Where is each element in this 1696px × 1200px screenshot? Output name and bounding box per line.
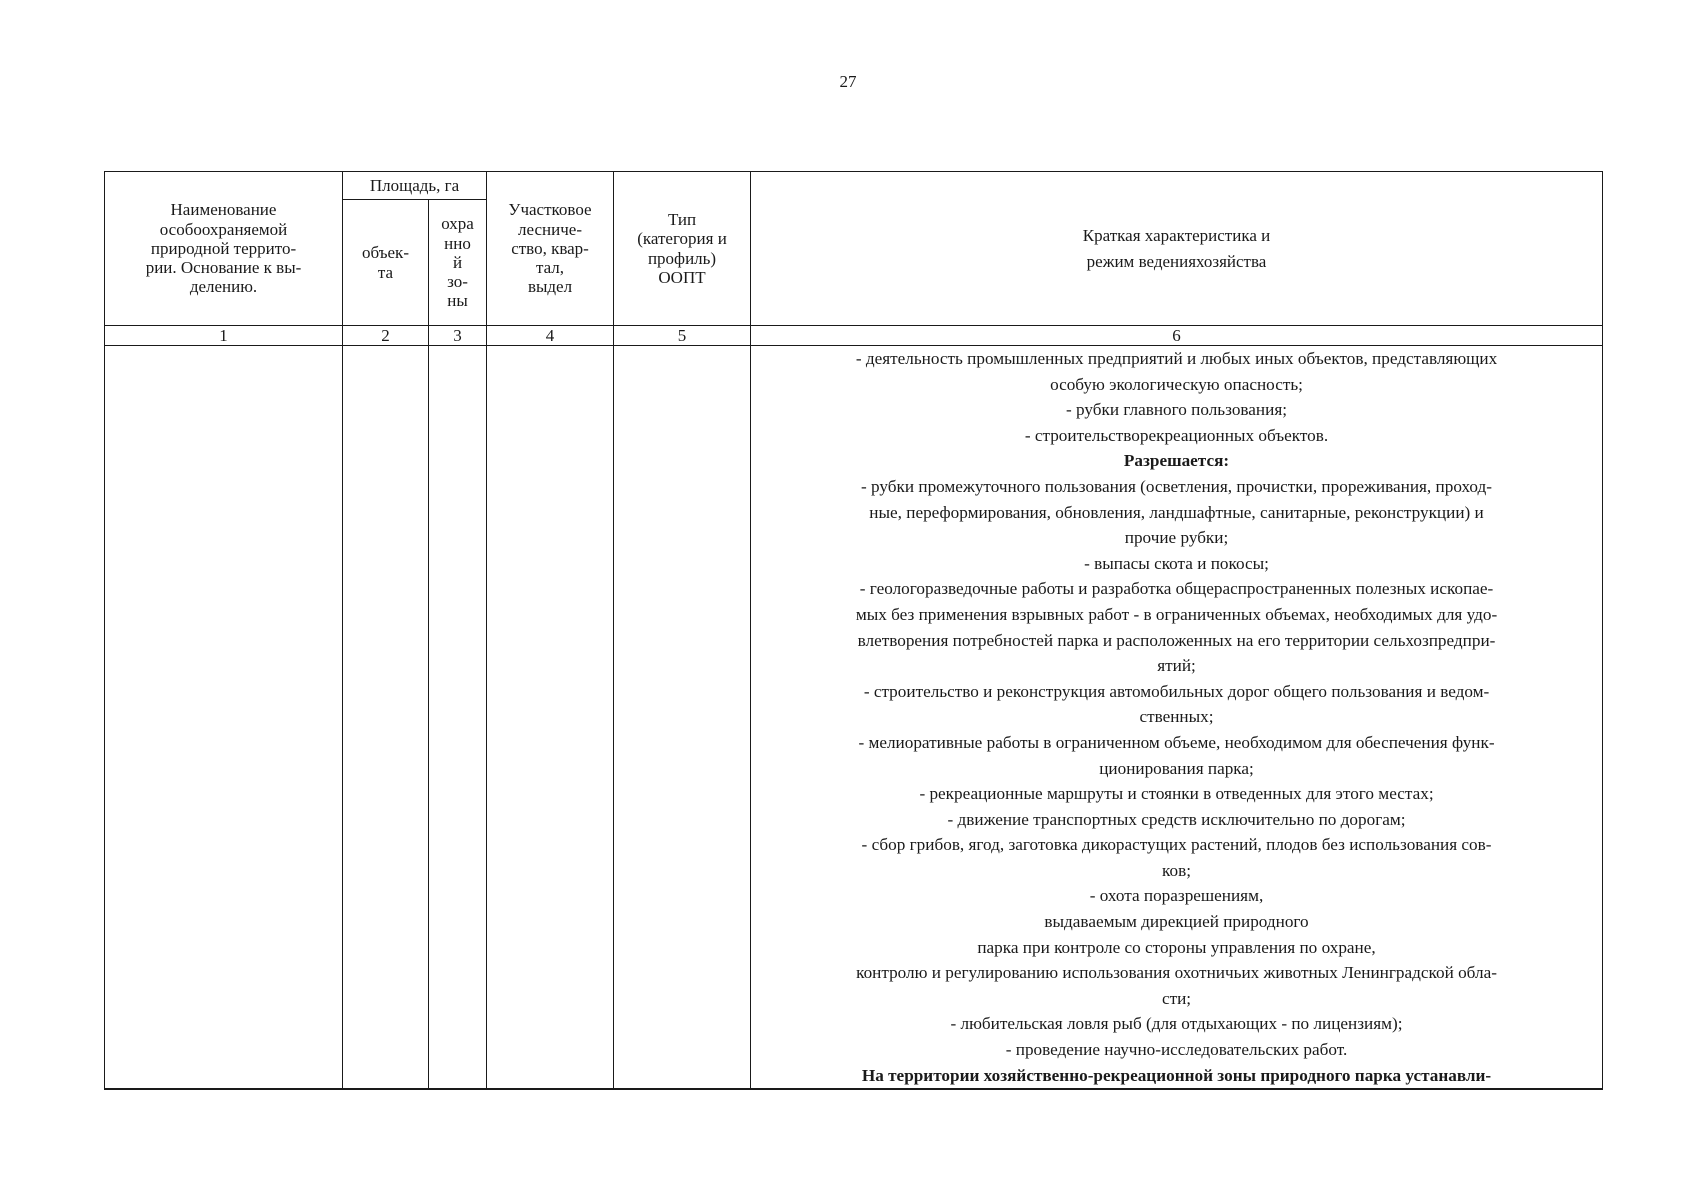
content-line: особую экологическую опасность; — [1050, 374, 1303, 394]
content-line: - охота поразрешениям, — [1089, 886, 1264, 906]
content-line: сти; — [1161, 988, 1192, 1008]
content-line: контролю и регулированию использования охотничьих животных Ленинградской обла- — [856, 963, 1497, 983]
content-line: ственных; — [1139, 707, 1214, 727]
content-line: - геологоразведочные работы и разработка общераспространенных полезных ископае- — [859, 579, 1494, 599]
header-line: ны — [447, 291, 468, 311]
ooрт-regime-table — [104, 171, 1603, 1090]
header-line: делению. — [189, 277, 258, 297]
header-col-1 — [105, 172, 343, 326]
header-line: охра — [441, 214, 474, 234]
header-line: Наименование — [170, 200, 277, 220]
content-line: ков; — [1162, 860, 1191, 880]
header-line: особоохраняемой — [159, 219, 288, 239]
content-line: влетворения потребностей парка и расположенных на его территории сельхозпредпри- — [857, 630, 1496, 650]
page-number: 27 — [839, 72, 857, 91]
header-col-4 — [487, 172, 614, 326]
content-line: - проведение научно-исследовательских работ. — [1005, 1040, 1348, 1060]
content-line: мых без применения взрывных работ - в ограниченных объемах, необходимых для удо- — [855, 604, 1498, 624]
content-line: - рекреационные маршруты и стоянки в отведенных для этого местах; — [919, 784, 1434, 804]
header-col-3 — [429, 200, 487, 326]
column-number-1: 1 — [105, 326, 343, 346]
content-line: ционирования парка; — [1099, 758, 1254, 778]
cell-type — [614, 346, 751, 1090]
content-line: - рубки промежуточного пользования (осветления, прочистки, прореживания, проход- — [861, 476, 1492, 496]
header-line: рии. Основание к вы- — [145, 258, 302, 278]
header-line: ООПТ — [658, 267, 706, 287]
cell-name — [105, 346, 343, 1090]
header-line: лесниче- — [518, 219, 582, 239]
header-line: объек- — [362, 243, 409, 263]
content-heading-line: Разрешается: — [1123, 451, 1230, 471]
header-line: Краткая характеристика и — [1082, 225, 1271, 245]
column-number-6: 6 — [751, 326, 1603, 346]
header-col-2 — [343, 200, 429, 326]
content-line: - движение транспортных средств исключительно по дорогам; — [947, 809, 1406, 829]
content-line: - строительство и реконструкция автомобильных дорог общего пользования и ведом- — [863, 681, 1490, 701]
header-line: (категория и — [637, 229, 727, 249]
cell-characteristics — [751, 346, 1603, 1090]
header-line: профиль) — [647, 248, 717, 268]
header-area-group: Площадь, га — [343, 172, 487, 200]
header-line: тал, — [535, 258, 565, 278]
header-line: выдел — [527, 277, 573, 297]
header-line: Тип — [667, 210, 697, 230]
content-line: - деятельность промышленных предприятий и любых иных объектов, представляющих — [855, 349, 1498, 368]
content-line: - сбор грибов, ягод, заготовка дикорастущих растений, плодов без использования сов- — [861, 835, 1492, 855]
header-line: нно — [444, 233, 471, 253]
content-line: - строительстворекреационных объектов. — [1024, 425, 1329, 445]
header-col-5 — [614, 172, 751, 326]
content-line: прочие рубки; — [1124, 528, 1229, 548]
content-line: выдаваемым дирекцией природного — [1044, 912, 1309, 932]
header-line: й — [452, 252, 463, 272]
content-heading-line: На территории хозяйственно-рекреационной зоны природного парка устанавли- — [861, 1065, 1492, 1085]
column-number-2: 2 — [343, 326, 429, 346]
column-number-5: 5 — [614, 326, 751, 346]
content-line: парка при контроле со стороны управления по охране, — [977, 937, 1376, 957]
header-col-6 — [751, 172, 1603, 326]
header-line: та — [377, 262, 394, 282]
content-line: - рубки главного пользования; — [1066, 400, 1288, 420]
content-line: - любительская ловля рыб (для отдыхающих - по лицензиям); — [950, 1014, 1403, 1034]
cell-area-protection-zone — [429, 346, 487, 1090]
header-line: природной террито- — [150, 238, 297, 258]
column-number-4: 4 — [487, 326, 614, 346]
header-line: режим веденияхозяйства — [1086, 251, 1267, 271]
content-line: ятий; — [1157, 656, 1196, 676]
content-line: - мелиоративные работы в ограниченном объеме, необходимом для обеспечения функ- — [858, 732, 1495, 752]
header-line: ство, квар- — [511, 238, 589, 258]
cell-forestry — [487, 346, 614, 1090]
header-line: зо- — [447, 272, 468, 292]
header-line: Участковое — [508, 200, 592, 220]
column-number-3: 3 — [429, 326, 487, 346]
cell-area-object — [343, 346, 429, 1090]
content-line: - выпасы скота и покосы; — [1084, 553, 1269, 573]
content-line: ные, переформирования, обновления, ландшафтные, санитарные, реконструкции) и — [869, 502, 1484, 522]
